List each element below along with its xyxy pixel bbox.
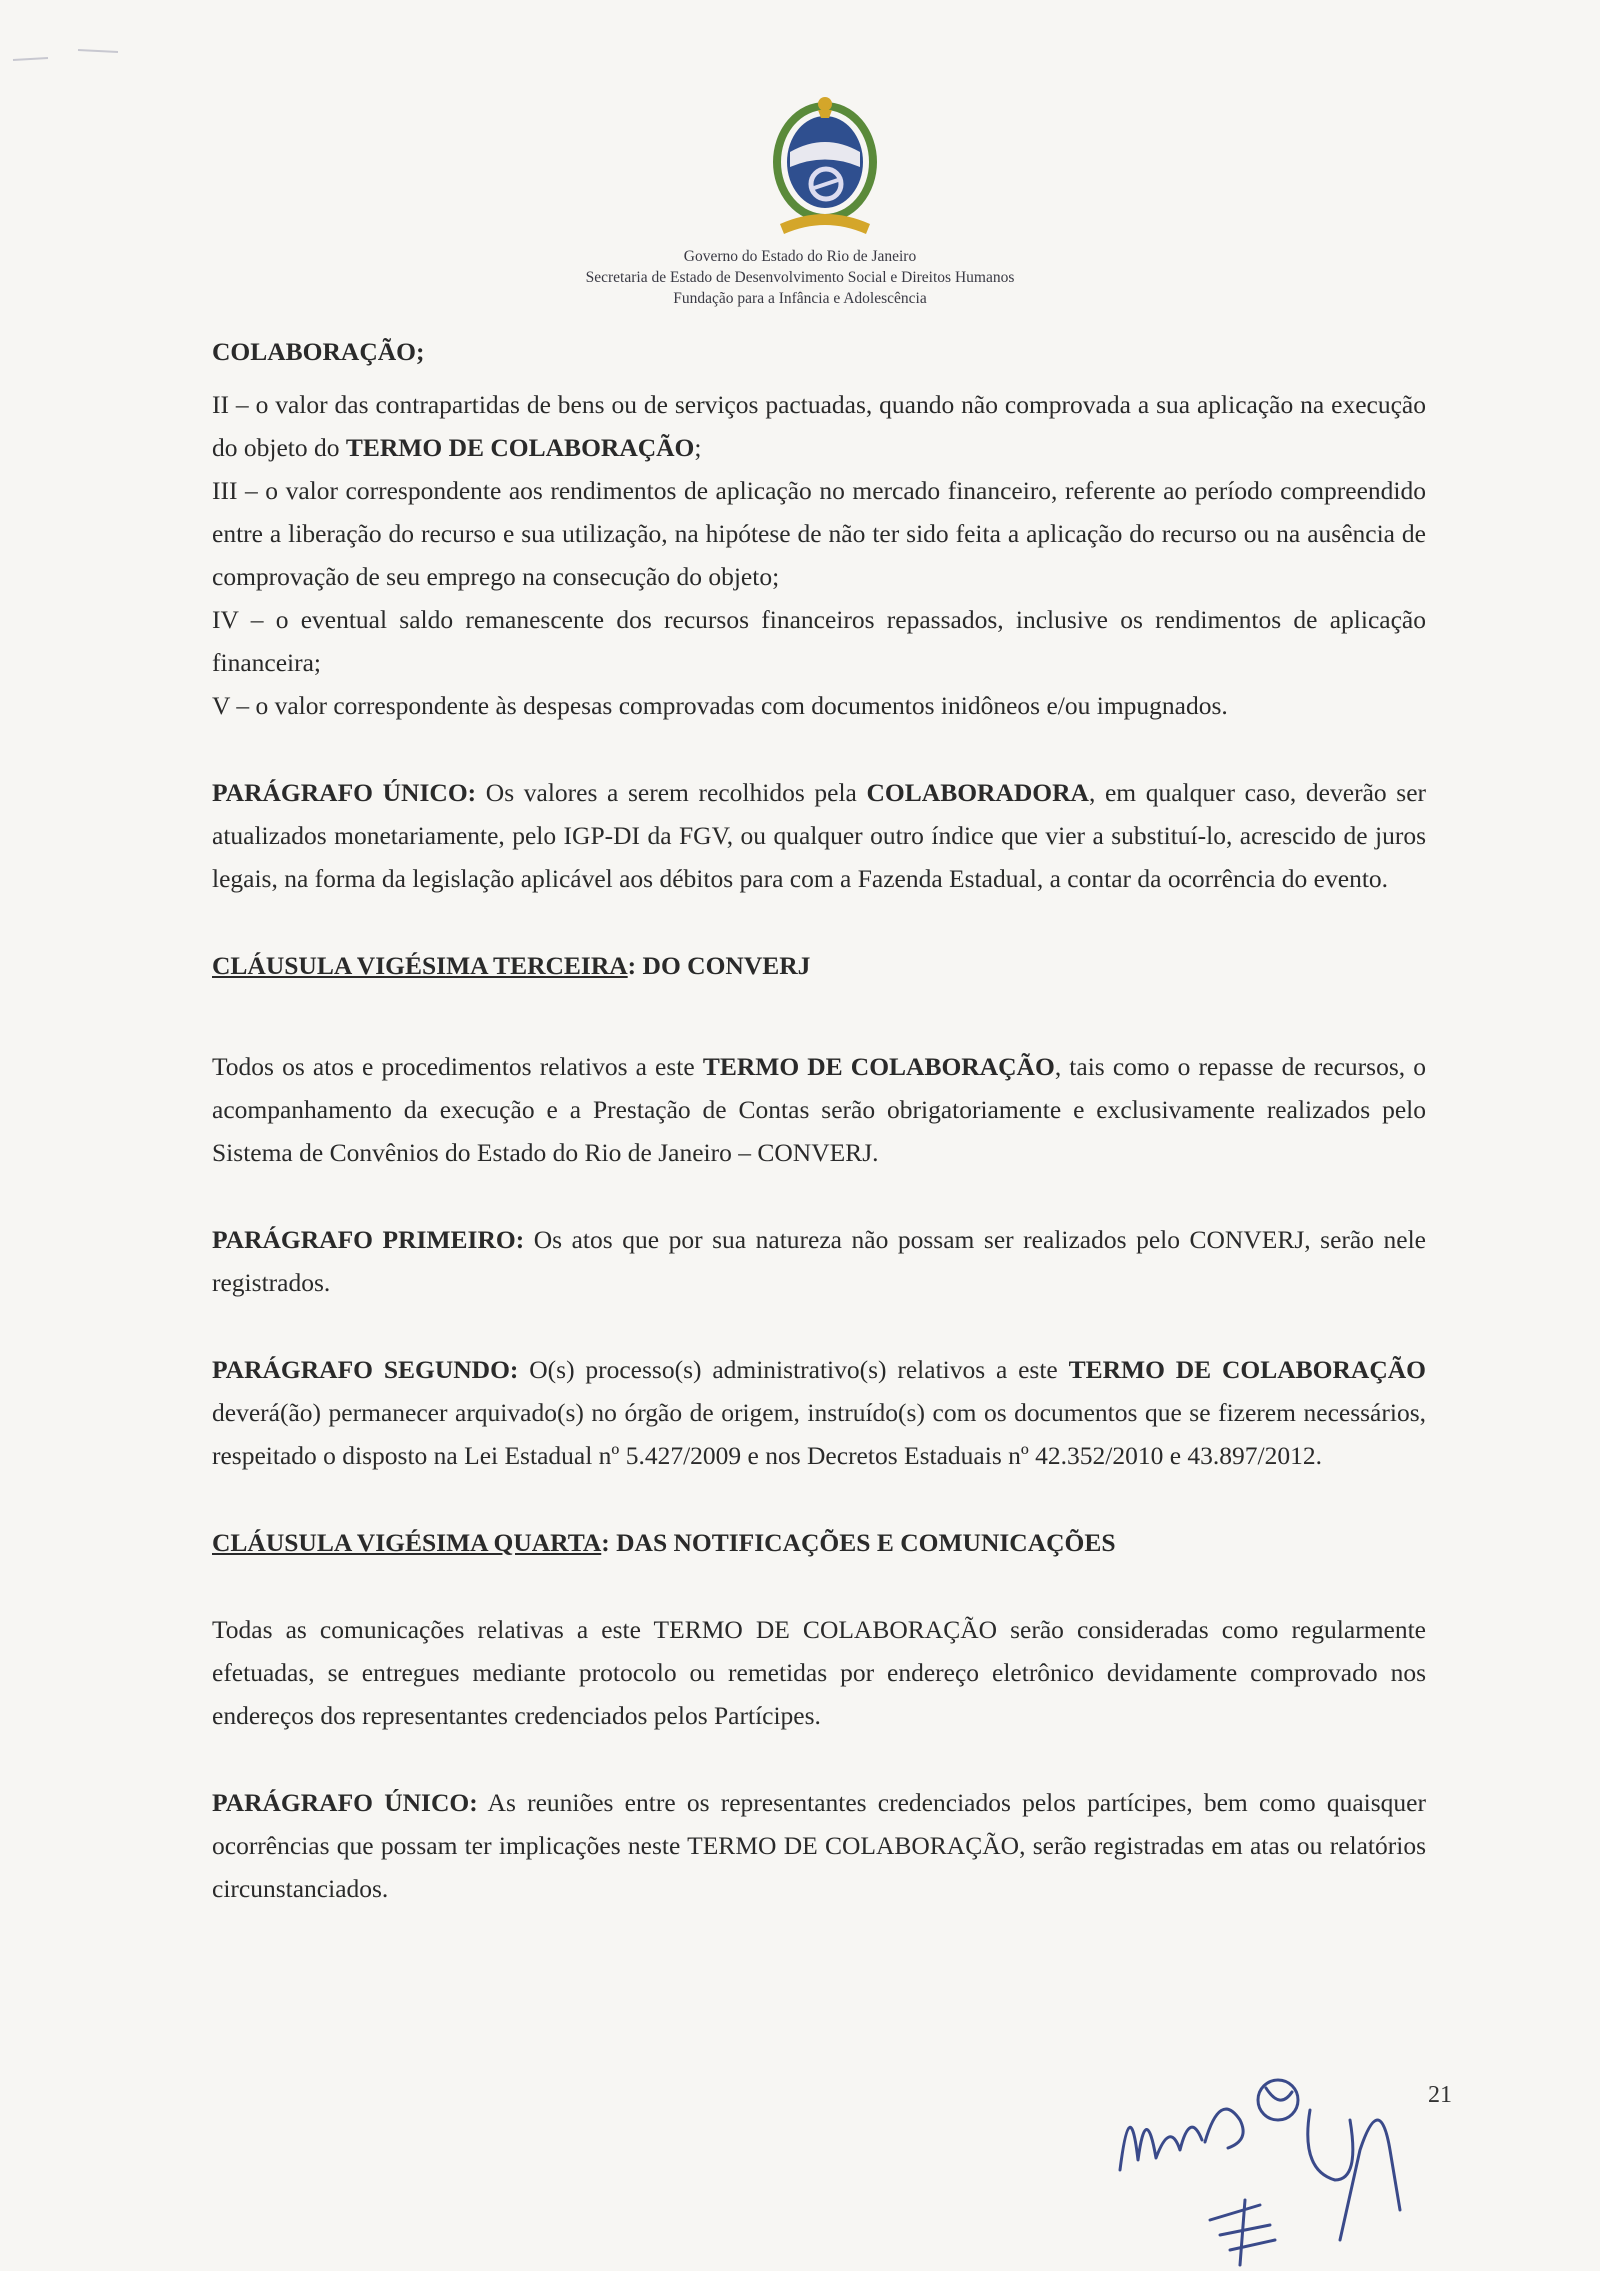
item-iv: IV – o eventual saldo remanescente dos recursos financeiros repassados, inclusive os rendimentos de aplicação financeira; — [212, 605, 1426, 677]
handwritten-initials — [1110, 2030, 1430, 2271]
paragrafo-unico-2-label: PARÁGRAFO ÚNICO: — [212, 1788, 478, 1817]
scan-artifact — [8, 30, 128, 90]
clause-24-text: Todas as comunicações relativas a este TERMO DE COLABORAÇÃO serão consideradas como regularmente efetuadas, se entregues mediante protocolo ou remetidas por endereço eletrônico devidamente comprovado nos endereços dos representantes credenciados pelos Partícipes. — [212, 1615, 1426, 1730]
clause-24-title: CLÁUSULA VIGÉSIMA QUARTA — [212, 1528, 602, 1557]
paragrafo-primeiro-text: Os atos que por sua natureza não possam ser realizados pelo CONVERJ, serão nele registrados. — [212, 1225, 1426, 1297]
document-body — [212, 330, 1426, 1910]
clause-24-subject: : DAS NOTIFICAÇÕES E COMUNICAÇÕES — [601, 1528, 1116, 1557]
clause-23-heading — [212, 944, 1426, 987]
continued-heading: COLABORAÇÃO; — [212, 337, 425, 366]
paragrafo-unico-2 — [212, 1781, 1426, 1910]
letterhead-secretariat: Secretaria de Estado de Desenvolvimento Social e Direitos Humanos — [585, 269, 1015, 286]
item-ii — [212, 383, 1426, 469]
item-ii-text: II – o valor das contrapartidas de bens ou de serviços pactuadas, quando não comprovada a sua aplicação na execução do objeto do — [212, 390, 1426, 462]
item-iii: III – o valor correspondente aos rendimentos de aplicação no mercado financeiro, referente ao período compreendido entre a liberação do recurso e sua utilização, na hipótese de não ter sido feita a aplicação do recurso ou na ausência de comprovação de seu emprego na consecução do objeto; — [212, 476, 1426, 591]
paragrafo-segundo — [212, 1348, 1426, 1477]
paragrafo-segundo-text-a: O(s) processo(s) administrativo(s) relativos a este — [518, 1355, 1069, 1384]
paragrafo-unico-1-label: PARÁGRAFO ÚNICO: — [212, 778, 477, 807]
paragrafo-segundo-label: PARÁGRAFO SEGUNDO: — [212, 1355, 519, 1384]
paragrafo-primeiro — [212, 1218, 1426, 1304]
paragrafo-unico-2-text: As reuniões entre os representantes credenciados pelos partícipes, bem como quaisquer ocorrências que possam ter implicações neste TERMO DE COLABORAÇÃO, serão registradas em atas ou relatórios circunstanciados. — [212, 1788, 1426, 1903]
clause-23-text — [212, 1045, 1426, 1174]
paragrafo-primeiro-label: PARÁGRAFO PRIMEIRO: — [212, 1225, 525, 1254]
letterhead-government: Governo do Estado do Rio de Janeiro — [683, 248, 917, 265]
clause-23-subject: : DO CONVERJ — [627, 951, 811, 980]
paragrafo-unico-1-term: COLABORADORA — [866, 778, 1089, 807]
clause-23-text-b: , tais como o repasse de recursos, o acompanhamento da execução e a Prestação de Contas serão obrigatoriamente e exclusivamente realizados pelo Sistema de Convênios do Estado do Rio de Janeiro – CONVERJ. — [212, 1052, 1426, 1167]
item-ii-term: TERMO DE COLABORAÇÃO — [345, 433, 695, 462]
clause-23-text-a: Todos os atos e procedimentos relativos a este — [212, 1052, 703, 1081]
clause-24-heading — [212, 1521, 1426, 1564]
paragrafo-segundo-text-b: deverá(ão) permanecer arquivado(s) no órgão de origem, instruído(s) com os documentos que se fizerem necessários, respeitado o disposto na Lei Estadual nº 5.427/2009 e nos Decretos Estaduais nº 42.352/2010 e 43.897/2012. — [212, 1398, 1426, 1470]
paragrafo-unico-1-text: Os valores a serem recolhidos pela — [476, 778, 867, 807]
paragrafo-segundo-term: TERMO DE COLABORAÇÃO — [1068, 1355, 1426, 1384]
paragrafo-unico-1-rest: , em qualquer caso, deverão ser atualizados monetariamente, pelo IGP-DI da FGV, ou qualquer outro índice que vier a substituí-lo, acrescido de juros legais, na forma da legislação aplicável aos débitos para com a Fazenda Estadual, a contar da ocorrência do evento. — [212, 778, 1427, 893]
clause-23-term: TERMO DE COLABORAÇÃO — [702, 1052, 1055, 1081]
clause-23-title: CLÁUSULA VIGÉSIMA TERCEIRA — [212, 951, 628, 980]
letterhead-foundation: Fundação para a Infância e Adolescência — [673, 290, 927, 307]
letterhead — [0, 246, 1600, 309]
paragrafo-unico-1 — [212, 771, 1426, 900]
state-crest-icon — [760, 92, 890, 242]
page-number: 21 — [1428, 2082, 1452, 2108]
item-v: V – o valor correspondente às despesas comprovadas com documentos inidôneos e/ou impugnados. — [212, 691, 1228, 720]
item-ii-end: ; — [694, 433, 702, 462]
